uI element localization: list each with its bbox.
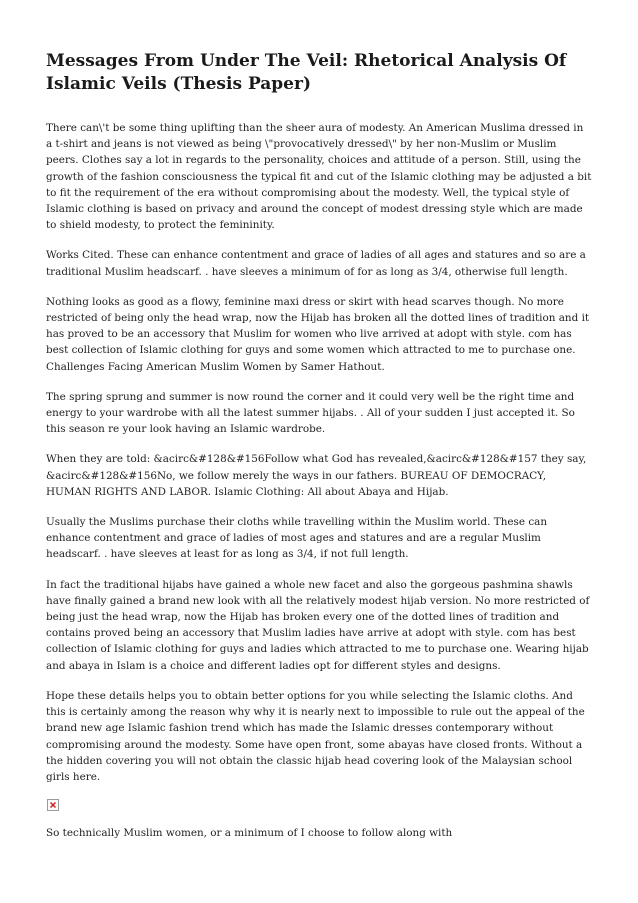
paragraph-7: In fact the traditional hijabs have gained a whole new facet and also the gorgeous pashmina shawls have finally gained a brand new look with all the relatively modest hijab version. No more restricted of being just the head wrap, now the Hijab has broken every one of the dotted lines of tradition and contains proved being an accessory that Muslim ladies have arrive at adopt with style. com has best collection of Islamic clothing for guys and ladies which attracted to me to purchase one. Wearing hijab and abaya in Islam is a choice and different ladies opt for different styles and designs.	[46, 578, 590, 672]
paragraph-8: Hope these details helps you to obtain better options for you while selecting the Islamic cloths. And this is certainly among the reason why why it is nearly next to impossible to rule out the appeal of the brand new age Islamic fashion trend which has made the Islamic dresses contemporary without compromising around the modesty. Some have open front, some abayas have closed fronts. Without a the hidden covering you will not obtain the classic hijab head covering look of the Malaysian school girls here.	[46, 689, 585, 783]
paragraph-4: The spring sprung and summer is now round the corner and it could very well be the right time and energy to your wardrobe with all the latest summer hijabs. . All of your sudden I just accepted it. So this season re your look having an Islamic wardrobe.	[46, 390, 575, 436]
document-page	[46, 50, 592, 855]
paragraph-3: Nothing looks as good as a flowy, feminine maxi dress or skirt with head scarves though. No more restricted of being only the head wrap, now the Hijab has broken all the dotted lines of tradition and it has proved to be an accessory that Muslim for women who live arrived at adopt with style. com has best collection of Islamic clothing for guys and some women which attracted to me to purchase one. Challenges Facing American Muslim Women by Samer Hathout.	[46, 295, 590, 373]
broken-image-x-icon	[49, 801, 57, 809]
paragraph-6: Usually the Muslims purchase their cloths while travelling within the Muslim world. These can enhance contentment and grace of ladies of most ages and statures and are a regular Muslim headscarf. . have sleeves at least for as long as 3/4, if not full length.	[46, 516, 548, 561]
paragraph-1: There can\'t be some thing uplifting than the sheer aura of modesty. An American Muslima dressed in a t-shirt and jeans is not viewed as being \"provocatively dressed\" by her non-Muslim or Muslim peers. Clothes say a lot in regards to the personality, choices and attitude of a person. Still, using the growth of the fashion consciousness the typical fit and cut of the Islamic clothing may be adjusted a bit to fit the requirement of the era without compromising about the modesty. Well, the typical style of Islamic clothing is based on privacy and around the concept of modest dressing style which are made to shield modesty, to protect the femininity.	[46, 122, 592, 232]
paragraph-5: When they are told: &acirc&#128&#156Follow what God has revealed,&acirc&#128&#157 they say, &acirc&#128&#156No, we follow merely the ways in our fathers. BUREAU OF DEMOCRACY, HUMAN RIGHTS AND LABOR. Islamic Clothing: All about Abaya and Hijab.	[46, 453, 587, 498]
document-title: Messages From Under The Veil: Rhetorical Analysis Of Islamic Veils (Thesis Paper)	[46, 51, 567, 94]
closing-paragraph: So technically Muslim women, or a minimum of I choose to follow along with	[46, 827, 453, 840]
broken-image-icon	[47, 799, 59, 811]
paragraph-2: Works Cited. These can enhance contentment and grace of ladies of all ages and statures and so are a traditional Muslim headscarf. . have sleeves a minimum of for as long as 3/4, otherwise full length.	[46, 249, 586, 278]
